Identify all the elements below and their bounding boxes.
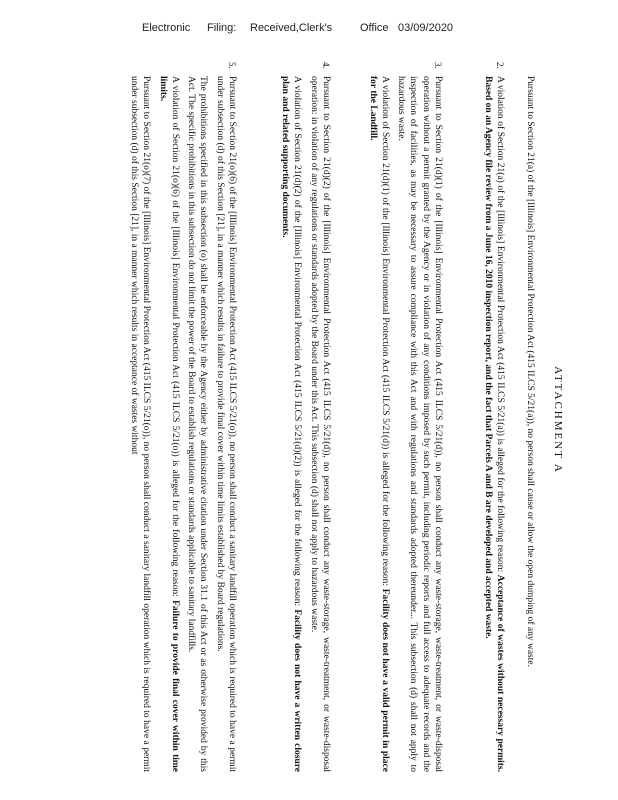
paragraph-text: Pursuant to Section 21(o)(6) of the [Illinois] Environmental Protection Act (415 ILCS 5/21(o)), no person shall conduct a sanitary landfill operation which is required to have a permit under subsection (d) of this Section [21], in a manner which results in failure to provide final cover within time limits established by Board regulations. bbox=[214, 76, 237, 772]
paragraph-bold: Acceptance of wastes without necessary permits. Based on an Agency file review from a June 16, 2010 inspection report, and the fact that Parcels A and B are developed and accepted waste. bbox=[482, 76, 505, 772]
paragraph-bold: Facility does not have a written closure plan and related supporting documents. bbox=[280, 76, 303, 772]
item-number: 5. bbox=[227, 62, 237, 69]
item-5 bbox=[124, 62, 238, 772]
paragraph-text: Pursuant to Section 21(d)(1) of the [Illinois] Environmental Protection Act (415 ILCS 5/21(d)), no person shall conduct any waste-storage, waste-treatment, or waste-disposal operation without a permit granted by the Agency or in violation of any conditions imposed by such permit, including periodic reports and full access to adequate records and the inspection of facilities, as may be necessary to assure compliance with this Act and with regulations and standards adopted thereunder... This subsection (d) shall not apply to hazardous waste. bbox=[396, 76, 443, 772]
paragraph bbox=[279, 76, 304, 772]
item-number: 2. bbox=[495, 62, 505, 69]
rotated-document-page bbox=[50, 60, 570, 780]
paragraph-text: A violation of Section 21(d)(2) of the [Illinois] Environmental Protection Act (415 ILCS 5/21(d)(2)) is alleged for the following reason: bbox=[292, 76, 303, 610]
paragraph-bold: Facility does not have a valid permit in place for the Landfill. bbox=[367, 76, 390, 772]
paragraph-text: A violation of Section 21(o)(6) of the [Illinois] Environmental Protection Act (415 ILCS 5/21(o)) is alleged for the following reason: bbox=[169, 76, 180, 601]
stamp-filing: Filing: bbox=[207, 22, 237, 34]
paragraph-text: Pursuant to Section 21(o)(7) of the [Illinois] Environmental Protection Act (415 ILCS 5/21(o)), no person shall conduct a sanitary landfill operation which is required to have a permit under subsection (d) of this Section [21], in a manner which results in acceptance of wastes without bbox=[128, 76, 152, 772]
paragraph bbox=[213, 76, 238, 772]
stamp-date: 03/09/2020 bbox=[398, 22, 454, 34]
stamp-received: Received,Clerk's bbox=[250, 22, 333, 34]
item-number: 3. bbox=[433, 62, 443, 69]
paragraph bbox=[128, 76, 153, 772]
paragraph bbox=[185, 76, 210, 772]
item-number: 4. bbox=[321, 62, 331, 69]
paragraph bbox=[481, 76, 506, 772]
paragraph bbox=[395, 76, 444, 772]
item-3 bbox=[362, 62, 444, 772]
paragraph-bold: Failure to provide final cover within time limits. bbox=[157, 76, 180, 772]
document-title: ATTACHMENT A bbox=[552, 366, 564, 474]
paragraph bbox=[156, 76, 181, 772]
paragraph bbox=[307, 76, 332, 772]
item-4 bbox=[275, 62, 332, 772]
paragraph-text: Pursuant to Section 21(d)(2) of the [Illinois] Environmental Protection Act (415 ILCS 5/21(d)), no person shall conduct any waste-storage, waste-treatment, or waste-disposal operation: in violation of any regulations or standards adopted by the Board under this Act. This subsection (d) shall not apply to hazardous waste. bbox=[308, 76, 331, 772]
item-2 bbox=[477, 62, 506, 772]
filing-stamp bbox=[0, 22, 618, 38]
intro-text: Pursuant to Section 21(a) of the [Illinois] Environmental Protection Act (415 ILCS 5/21(a)), no person shall cause or allow the open dumping of any waste. bbox=[525, 76, 535, 667]
paragraph-text: A violation of Section 21(d)(1) of the [Illinois] Environmental Protection Act (415 ILCS 5/21(d)) is alleged for the following reason: bbox=[379, 76, 390, 589]
paragraph-text: The prohibitions specified in this subsection (o) shall be enforceable by the Agency either by administrative citation under Section 31.1 of this Act or as otherwise provided by this Act. The specific prohibitions in this subsection do not limit the power of the Board to establish regulations or standards applicable to sanitary landfills. bbox=[186, 76, 209, 772]
paragraph bbox=[366, 76, 391, 772]
intro-paragraph bbox=[520, 76, 536, 772]
stamp-office: Office bbox=[360, 22, 389, 34]
paragraph-text: A violation of Section 21(a) of the [Illinois] Environmental Protection Act (415 ILCS 5/21(a)) is alleged for the following reason: bbox=[495, 76, 505, 575]
stamp-electronic: Electronic bbox=[142, 22, 191, 34]
